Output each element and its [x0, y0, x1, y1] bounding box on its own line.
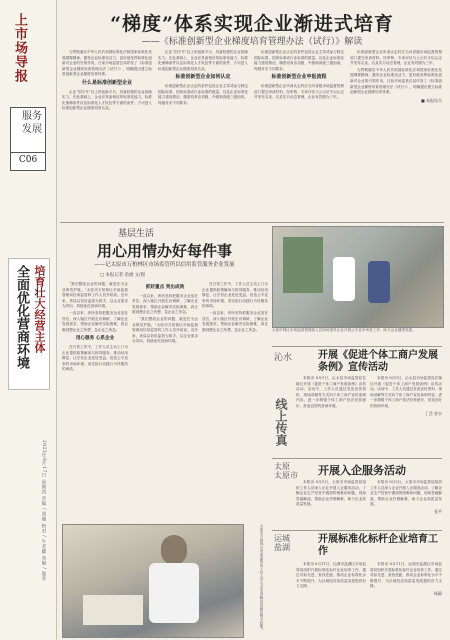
right-photo-caption: 太原市林区市场监督管理局人员现场指导企业开展公平竞争审查工作，助力企业健康发展。	[272, 328, 416, 332]
side-banner-text: 全面优化营商环境	[14, 265, 29, 369]
lead-q3: 标准创新型企业申报流程	[271, 74, 327, 81]
brief-3-body-b: 本报讯 8月11日，运城市盐湖区市场监管局组织开展标准化标杆企业培育工作，通过对标先进、查找差距，推动企业标准化水平不断提升，为区域经济高质量发展提供有力支撑。	[370, 562, 442, 589]
feature-col-1	[62, 282, 128, 522]
desk-papers	[83, 595, 143, 625]
divider-b1	[272, 346, 442, 347]
section-title: 服务发展	[22, 111, 42, 135]
lead-col-2	[158, 50, 248, 220]
brief-1-body-b: 本报讯 8月9日，沁水县市场监管局在辖区开展《促进个体工商户发展条例》宣传活动。活动中，工作人员通过发放宣传资料、现场讲解等方式向个体工商户宣传条例内容，进一步增强个体工商户依法经营意识，营造良好的营商环境。	[370, 376, 442, 408]
brief-2-body: 本报讯 8月5日，太原市市场监管局组织工作人员深入企业开展入企服务活动，了解企业生产经营中遇到的困难和问题，现场答疑解惑，帮助企业纾困解难，助力企业高质量发展。	[296, 480, 366, 507]
right-photo	[272, 226, 444, 328]
feature-byline: □ 本报记者 余涵 文/图	[100, 273, 145, 278]
feature-photo	[62, 524, 244, 638]
brief-2-credit: 张平	[434, 508, 442, 514]
lead-body-4: 标准创新型企业申请认定时应当向省级市场监督管理部门提交申请材料，经审核、专家评估与公示后予以认定并发布名录，名录实行动态管理，企业有效期为三年。	[254, 83, 344, 100]
brief-3-col-2	[370, 562, 442, 636]
section-box	[10, 107, 46, 171]
feature-subhead: ——记太原市万柏林区市场监管所以信用监管服务企业发展	[94, 262, 235, 268]
brief-2-region: 太原 太原市	[274, 462, 298, 480]
lead-body-2b: 企业“国字号”以上的创新平台，具备较强的企业基础实力。在此基础上，企业应具备相应的标准化能力、标准化保障条件以及标准化人才队伍等方面的条件，方可进入标准创新型企业梯度培育名录。	[158, 50, 248, 71]
feature-body-3b: 一直以来，该所坚持把服务企业放在首位，深入辖区开展走访调研，了解企业发展需求，帮助企业解决实际困难，真正做到想企业之所想、急企业之所急。	[202, 310, 268, 332]
brief-1-col-2	[370, 376, 442, 456]
feature-body-3: 在日常工作中，工作人员主动上门为企业提供政策解读与指导服务，推动信用修复，让守信企业处处受益，营造公平竞争的市场环境，用实际行动践行为民服务的承诺。	[202, 282, 268, 309]
feature-body-2b: “我们整改企业的问题，就是在为企业保驾护航。”太原市万柏林区市场监督管理局信用监管科工作人员介绍说。近年来，该局以信用监管为抓手，以企业需求为导向，持续优化营商环境。	[132, 316, 198, 344]
feature-body-2: 一直以来，该所坚持把服务企业放在首位，深入辖区开展走访调研，了解企业发展需求，帮助企业解决实际困难，真正做到想企业之所想、急企业之所急。	[132, 293, 198, 315]
feature-body-1b: 在日常工作中，工作人员主动上门为企业提供政策解读与指导服务，推动信用修复，让守信企业处处受益，营造公平竞争的市场环境，用实际行动践行为民服务的承诺。	[62, 344, 128, 372]
lead-q2: 标准创新型企业如何认定	[175, 74, 231, 81]
brief-2-col-2	[370, 480, 442, 528]
brief-1-credit: 丁芸 晋水	[424, 410, 442, 416]
feature-col-3	[202, 282, 268, 522]
feature-body-1: “我们整改企业的问题，就是在为企业保驾护航。”太原市万柏林区市场监督管理局信用监管科工作人员介绍说。近年来，该局以信用监管为抓手，以企业需求为导向，持续优化营商环境。	[62, 282, 128, 309]
divider-top	[60, 222, 444, 223]
feature-col-2	[132, 282, 198, 522]
section-code: C06	[11, 152, 45, 165]
lead-body-1: 为贯彻落实中华人民共和国标准化法和国家标准化发展纲要精神，激发企业标准化活力，更好地发挥标准化创新对企业的引领作用，日前市场监管总局印发了《标准创新型企业梯度培育管理办法（试行）》，明确提出建立标准创新型企业梯度培育体系。	[62, 50, 152, 77]
lead-col-4	[350, 50, 442, 220]
left-strip	[0, 0, 57, 640]
person-body	[149, 563, 199, 623]
lead-body-3b: 标准创新型企业认定的条件包括企业主导或参与制定国际标准、国家标准或行业标准的数量，以及企业标准化能力建设情况，梯度培育由初级、中级和高级三级组成，每级对应不同要求。	[254, 50, 344, 71]
feature-headline: 用心用情办好每件事	[96, 242, 232, 260]
lead-body-4b: 标准创新型企业申请认定时应当向省级市场监督管理部门提交申请材料，经审核、专家评估与公示后予以认定并发布名录，名录实行动态管理，企业有效期为三年。	[350, 50, 442, 66]
lead-byline: ■ 本报综合	[420, 97, 442, 103]
feature-column-label: 基层生活	[118, 229, 155, 239]
brief-1-body: 本报讯 8月9日，沁水县市场监管局在辖区开展《促进个体工商户发展条例》宣传活动。活动中，工作人员通过发放宣传资料、现场讲解等方式向个体工商户宣传条例内容，进一步增强个体工商户依法经营意识，营造良好的营商环境。	[296, 376, 366, 408]
briefs-label: 线上传真	[274, 398, 288, 446]
masthead-logo: 上市场导报	[12, 13, 27, 83]
lead-col-3	[254, 50, 344, 220]
brief-2-col-1	[296, 480, 366, 528]
brief-1-col-1	[296, 376, 366, 456]
person-head	[161, 535, 187, 565]
brief-2-title: 开展入企服务活动	[318, 464, 406, 477]
lead-body-2: 企业“国字号”以上的创新平台，具备较强的企业基础实力。在此基础上，企业应具备相应的标准化能力、标准化保障条件以及标准化人才队伍等方面的条件，方可进入标准创新型企业梯度培育名录。	[62, 89, 152, 111]
lead-subhead: ——《标准创新型企业梯度培育管理办法（试行）》解读	[141, 37, 363, 47]
brief-3-region: 运城 盐湖	[274, 534, 290, 552]
shelf	[283, 237, 323, 293]
feature-body-1c: 一直以来，该所坚持把服务企业放在首位，深入辖区开展走访调研，了解企业发展需求，帮助企业解决实际困难，真正做到想企业之所想、急企业之所急。	[62, 310, 128, 332]
lead-q1: 什么是标准创新型企业	[81, 79, 132, 86]
footer-info: 2023年8月17日 星期四 责编 / 胡越 校对 / 牛者麒 美编 / 温亚	[41, 440, 46, 582]
brief-3-title: 开展标准化标杆企业培育工作	[318, 534, 438, 557]
lead-body-1b: 为贯彻落实中华人民共和国标准化法和国家标准化发展纲要精神，激发企业标准化活力，更好地发挥标准化创新对企业的引领作用，日前市场监管总局印发了《标准创新型企业梯度培育管理办法（试行）》，明确提出建立标准创新型企业梯度培育体系。	[350, 67, 442, 95]
feature-sub1: 抓好重点 突出成效	[145, 285, 185, 290]
person-2	[368, 261, 390, 303]
brief-3-body: 本报讯 8月11日，运城市盐湖区市场监管局组织开展标准化标杆企业培育工作，通过对标先进、查找差距，推动企业标准化水平不断提升，为区域经济高质量发展提供有力支撑。	[296, 562, 366, 589]
brief-3-col-1	[296, 562, 366, 636]
brief-1-region: 沁水	[274, 353, 293, 363]
lead-body-3: 标准创新型企业认定的条件包括企业主导或参与制定国际标准、国家标准或行业标准的数量，以及企业标准化能力建设情况，梯度培育由初级、中级和高级三级组成，每级对应不同要求。	[158, 83, 248, 105]
side-banner-text-2: 培育壮大经营主体	[33, 265, 46, 353]
person-1	[333, 257, 355, 301]
feature-photo-caption: 太原市万柏林区市场监管所工作人员为企业讲解信用修复相关政策。	[260, 524, 264, 632]
lead-col-1	[62, 50, 152, 220]
lead-headline: “梯度”体系实现企业渐进式培育	[110, 13, 394, 35]
brief-3-credit: 杨静	[434, 590, 442, 596]
divider-b2	[272, 458, 442, 459]
side-banner	[8, 258, 50, 390]
brief-2-body-b: 本报讯 8月5日，太原市市场监管局组织工作人员深入企业开展入企服务活动，了解企业生产经营中遇到的困难和问题，现场答疑解惑，帮助企业纾困解难，助力企业高质量发展。	[370, 480, 442, 507]
divider-b3	[272, 530, 442, 531]
feature-sub2: 用心服务 心系企业	[75, 336, 115, 342]
brief-1-title: 开展《促进个体工商户发展条例》宣传活动	[318, 350, 438, 373]
